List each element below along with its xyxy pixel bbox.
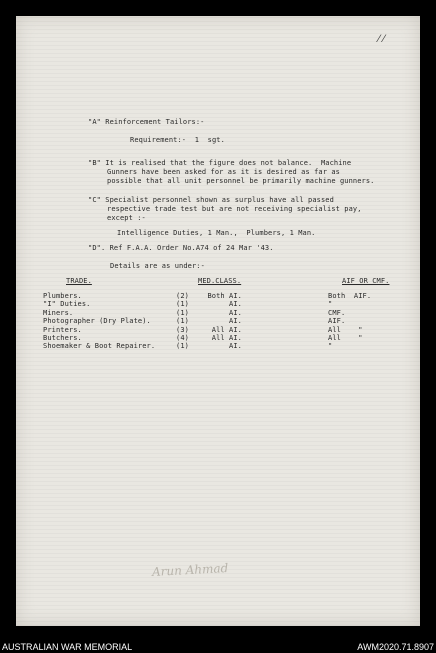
row-count: (1) (176, 308, 189, 317)
row-count: (1) (176, 342, 189, 351)
row-aif-cmf: AIF. (328, 317, 346, 326)
column-header-aif-cmf: AIF OR CMF. (342, 277, 390, 285)
row-count: (1) (176, 317, 189, 326)
para-d-line: "D". Ref F.A.A. Order No.A74 of 24 Mar '43. (88, 244, 274, 252)
row-med-class: All AI. (211, 334, 242, 342)
row-trade: Photographer (Dry Plate). (43, 317, 151, 326)
row-aif-cmf: All " (328, 325, 363, 334)
row-med-class: Both AI. (207, 292, 242, 300)
row-aif-cmf: " (328, 342, 333, 351)
row-trade: Miners. (43, 308, 74, 317)
para-c-line-3: except :- (107, 214, 146, 222)
row-trade: Plumbers. (43, 292, 82, 300)
row-aif-cmf: " (328, 300, 333, 309)
row-aif-cmf: Both AIF. (328, 292, 372, 300)
row-trade: "I" Duties. (43, 300, 91, 309)
row-med-class: AI. (229, 300, 242, 309)
requirement-line: Requirement:- 1 sgt. (130, 136, 225, 144)
heading-reinforcement: "A" Reinforcement Tailors:- (88, 118, 205, 126)
row-med-class: AI. (229, 317, 242, 326)
details-line: Details are as under:- (110, 262, 205, 270)
handwritten-mark: ⁄ ⁄ (378, 34, 385, 45)
para-c-line-1: "C" Specialist personnel shown as surplus have all passed (88, 196, 334, 204)
faint-handwritten-note: Arun Ahmad (151, 561, 229, 579)
para-b-line-2: Gunners have been asked for as it is desired as far as (107, 168, 340, 176)
footer-accession-number: AWM2020.71.8907 (357, 642, 434, 652)
row-count: (2) (176, 292, 189, 300)
intelligence-line: Intelligence Duties, 1 Man., Plumbers, 1 Man. (117, 229, 316, 237)
footer-bar (0, 641, 436, 653)
row-count: (4) (176, 334, 189, 342)
row-trade: Printers. (43, 325, 82, 334)
row-count: (1) (176, 300, 189, 309)
row-aif-cmf: CMF. (328, 308, 346, 317)
para-b-line-1: "B" It is realised that the figure does not balance. Machine (88, 159, 352, 167)
row-count: (3) (176, 325, 189, 334)
column-header-med-class: MED.CLASS. (198, 277, 242, 285)
para-b-line-3: possible that all unit personnel be primarily machine gunners. (107, 177, 375, 185)
row-aif-cmf: All " (328, 334, 363, 342)
column-header-trade: TRADE. (66, 277, 92, 285)
row-med-class: AI. (229, 342, 242, 351)
footer-institution: AUSTRALIAN WAR MEMORIAL (2, 642, 133, 652)
row-trade: Shoemaker & Boot Repairer. (43, 342, 156, 351)
para-c-line-2: respective trade test but are not receiving specialist pay, (107, 205, 362, 213)
row-med-class: All AI. (211, 325, 242, 334)
row-trade: Butchers. (43, 334, 82, 342)
row-med-class: AI. (229, 308, 242, 317)
